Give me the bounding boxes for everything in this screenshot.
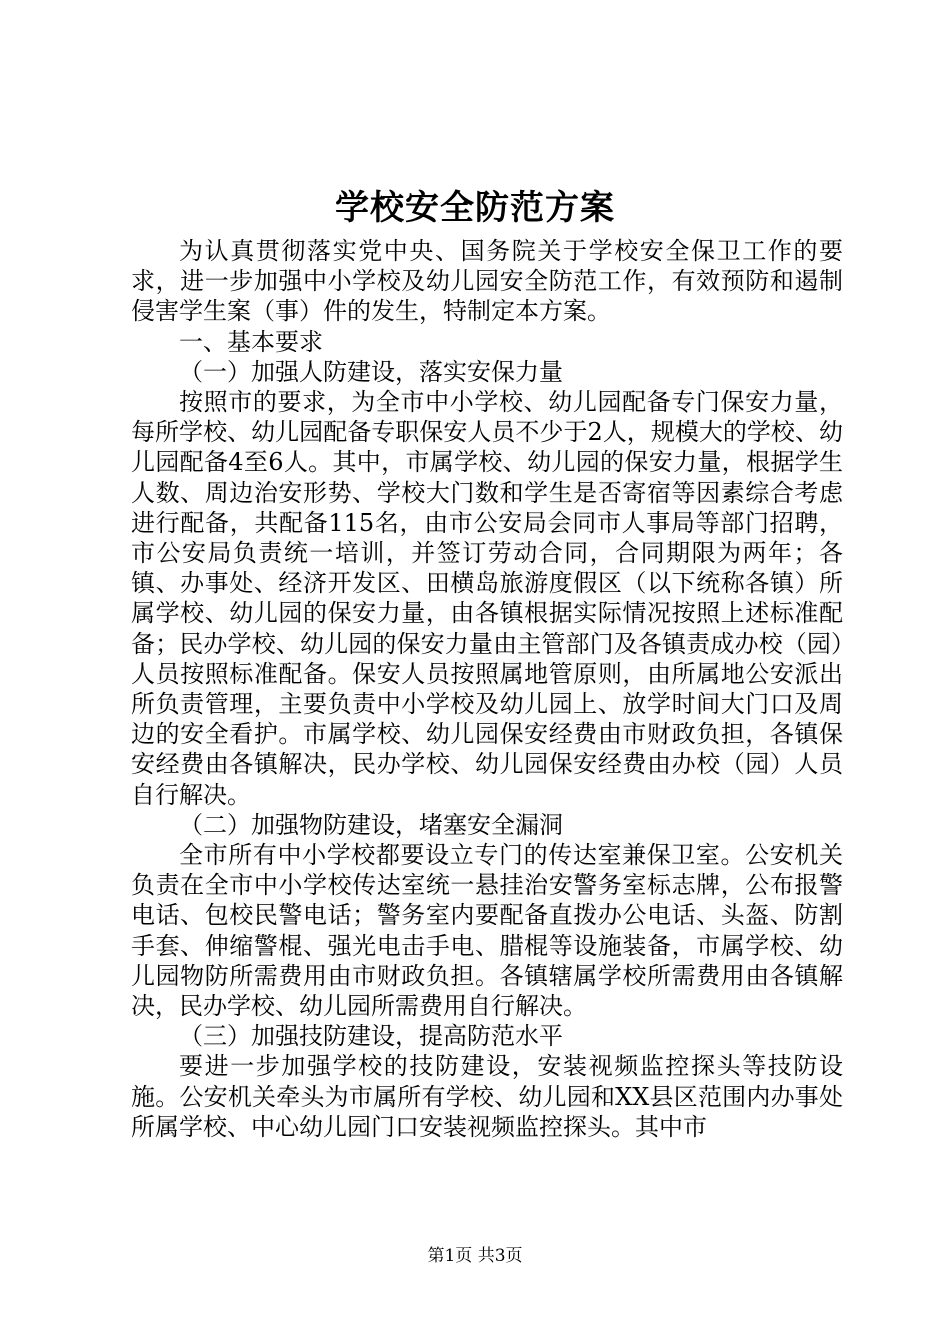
document-title: 学校安全防范方案 (335, 188, 615, 228)
page-number-footer: 第1页 共3页 (427, 1246, 523, 1266)
section-heading-basic-requirements: 一、基本要求 (179, 327, 323, 356)
subsection-paragraph-2: 全市所有中小学校都要设立专门的传达室兼保卫室。公安机关负责在全市中小学校传达室统一悬挂治安警务室标志牌，公布报警电话、包校民警电话；警务室内要配备直拨办公电话、头盔、防割手套、伸缩警棍、强光电击手电、腊棍等设施装备，市属学校、幼儿园物防所需费用由市财政负担。各镇辖属学校所需费用由各镇解决，民办学校、幼儿园所需费用自行解决。 (131, 841, 843, 1021)
subsection-paragraph-1: 按照市的要求，为全市中小学校、幼儿园配备专门保安力量，每所学校、幼儿园配备专职保安人员不少于2人，规模大的学校、幼儿园配备4至6人。其中，市属学校、幼儿园的保安力量，根据学生人数、周边治安形势、学校大门数和学生是否寄宿等因素综合考虑进行配备，共配备115名，由市公安局会同市人事局等部门招聘，市公安局负责统一培训，并签订劳动合同，合同期限为两年；各镇、办事处、经济开发区、田横岛旅游度假区（以下统称各镇）所属学校、幼儿园的保安力量，由各镇根据实际情况按照上述标准配备；民办学校、幼儿园的保安力量由主管部门及各镇责成办校（园）人员按照标准配备。保安人员按照属地管原则，由所属地公安派出所负责管理，主要负责中小学校及幼儿园上、放学时间大门口及周边的安全看护。市属学校、幼儿园保安经费由市财政负担，各镇保安经费由各镇解决，民办学校、幼儿园保安经费由办校（园）人员自行解决。 (131, 388, 843, 809)
subsection-heading-2: （二）加强物防建设，堵塞安全漏洞 (179, 810, 563, 839)
subsection-heading-1: （一）加强人防建设，落实安保力量 (179, 357, 563, 386)
document-body (131, 236, 843, 1142)
subsection-heading-3: （三）加强技防建设，提高防范水平 (179, 1022, 563, 1051)
intro-paragraph: 为认真贯彻落实党中央、国务院关于学校安全保卫工作的要求，进一步加强中小学校及幼儿园安全防范工作，有效预防和遏制侵害学生案（事）件的发生，特制定本方案。 (131, 237, 843, 326)
subsection-paragraph-3: 要进一步加强学校的技防建设，安装视频监控探头等技防设施。公安机关牵头为市属所有学校、幼儿园和XX县区范围内办事处所属学校、中心幼儿园门口安装视频监控探头。其中市 (131, 1052, 843, 1141)
